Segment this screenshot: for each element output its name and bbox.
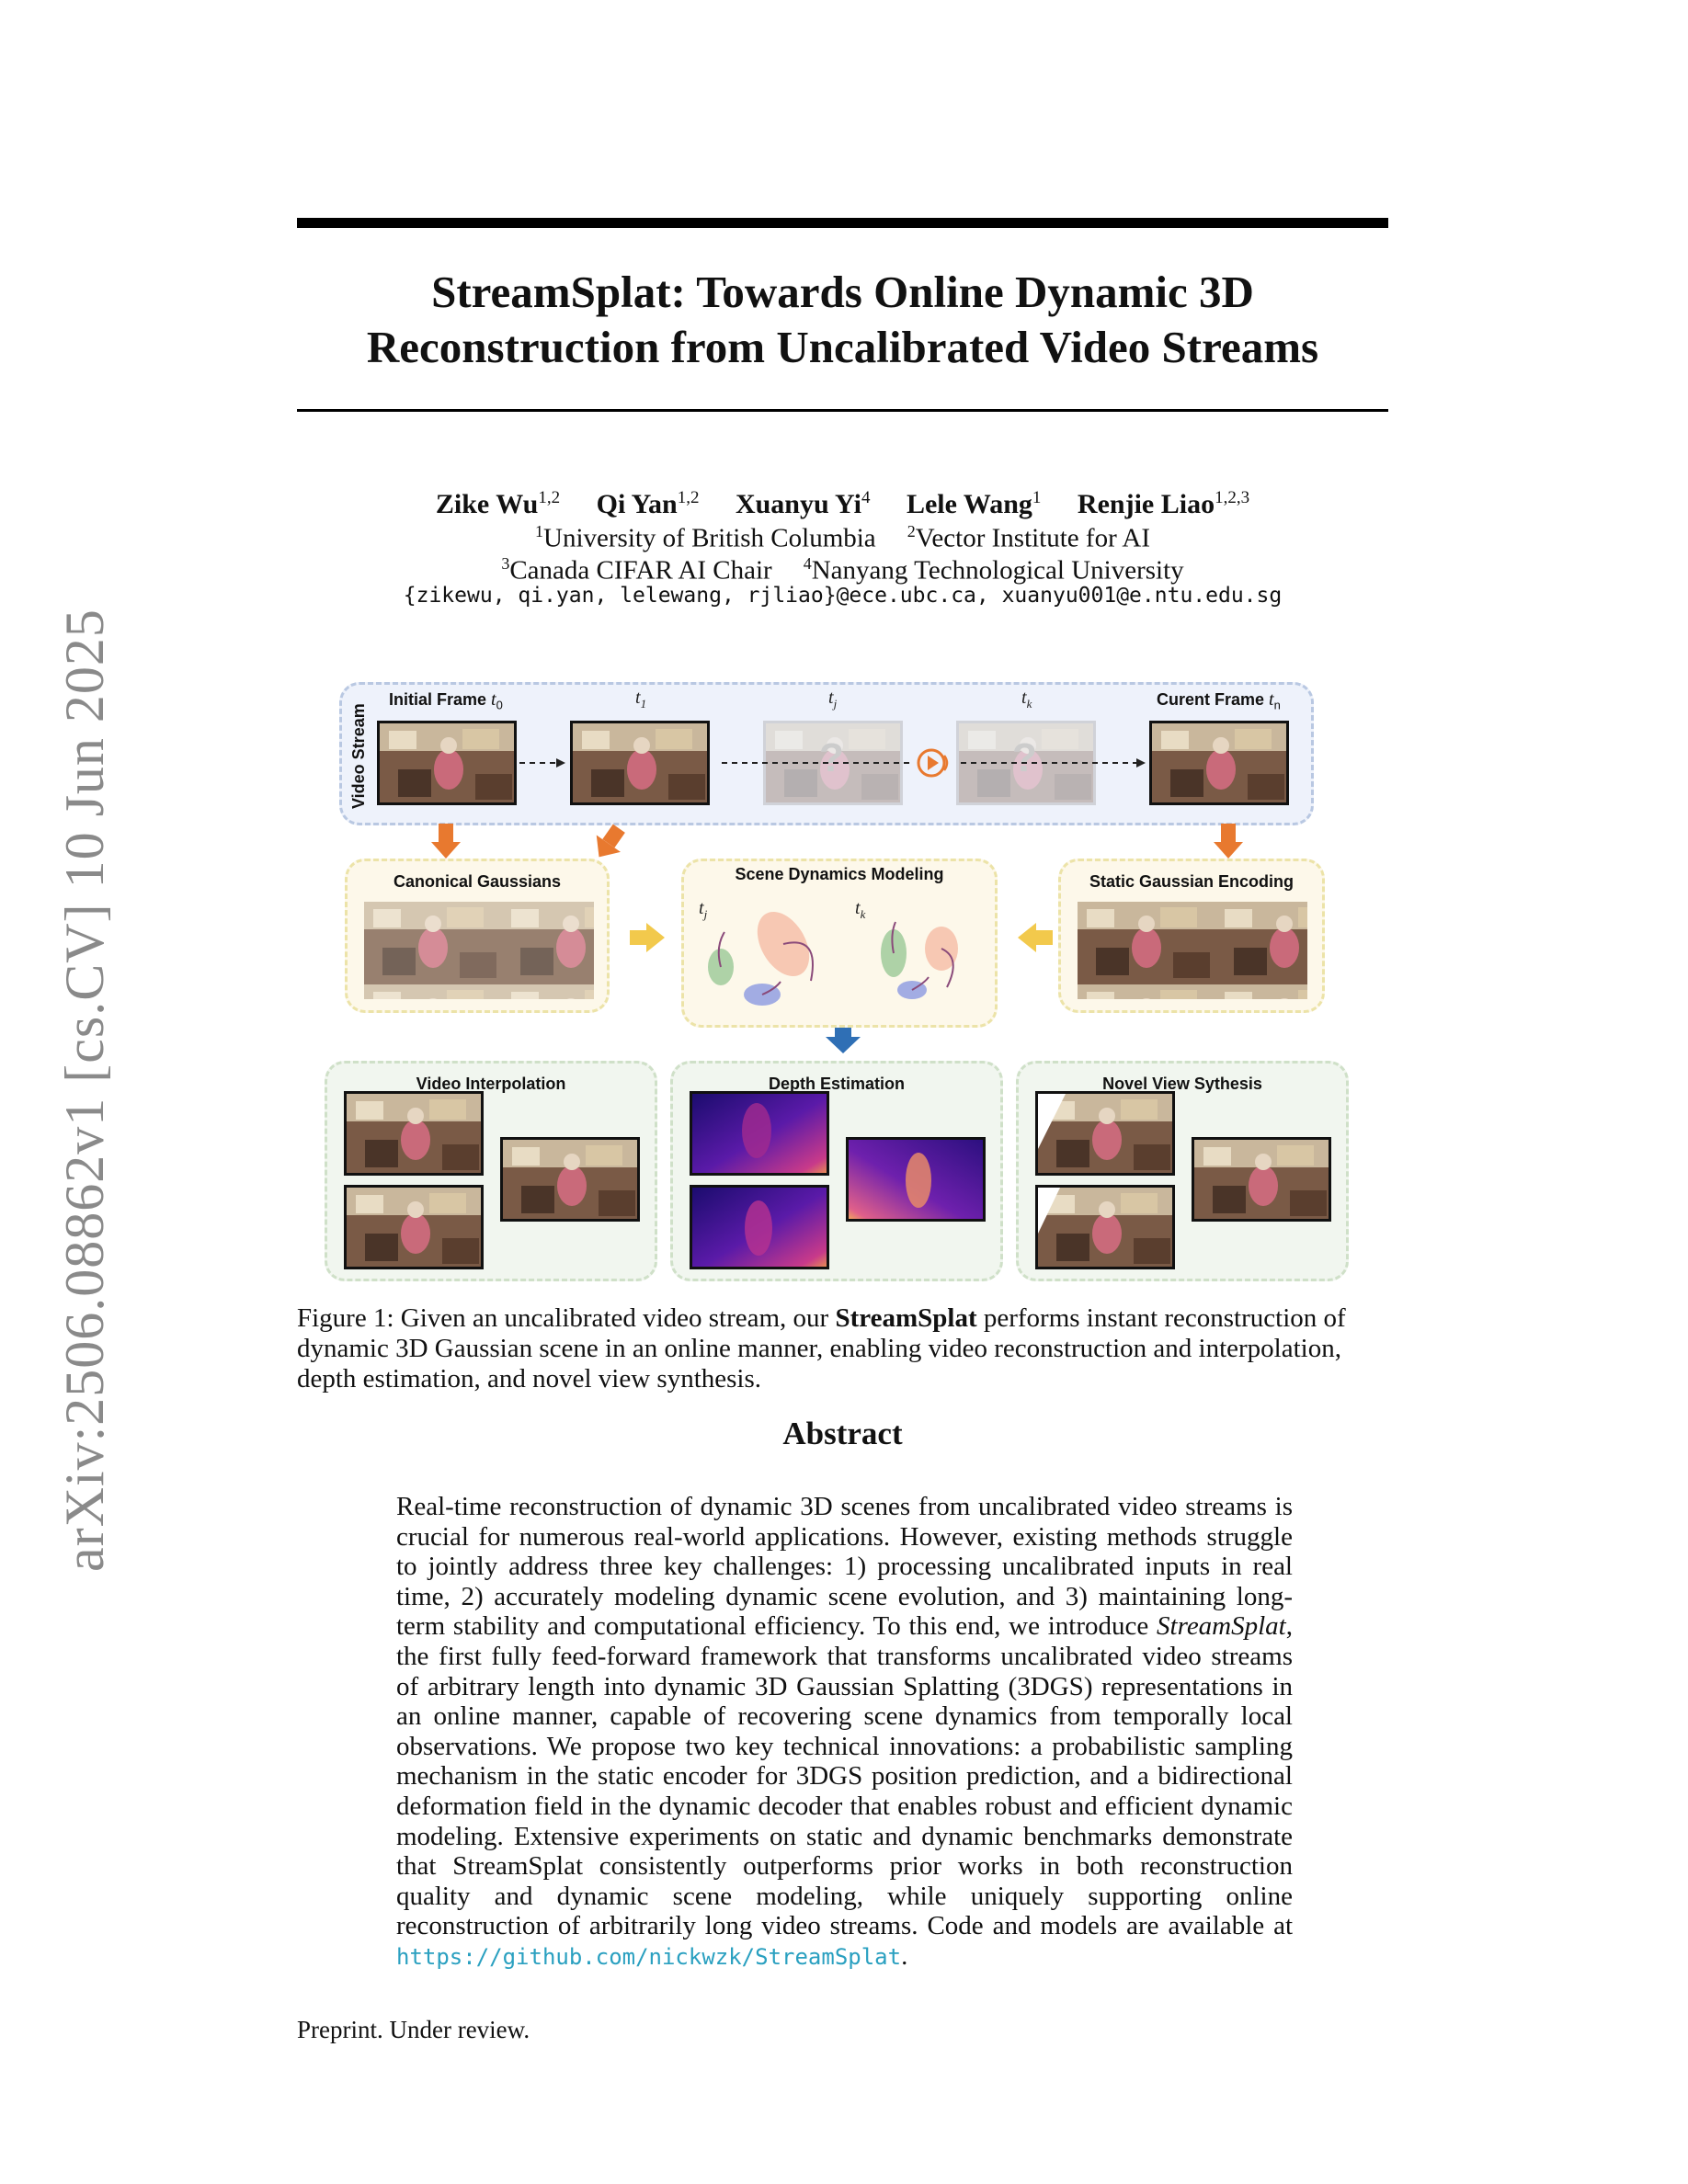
static-encoding-title: Static Gaussian Encoding	[1089, 872, 1295, 891]
author-sup: 1,2	[677, 488, 700, 507]
novel-view-image-2	[1192, 1137, 1331, 1222]
scene-dynamics-panel	[681, 859, 998, 1028]
left-arrow-icon	[1018, 923, 1053, 952]
author-name: Renjie Liao	[1077, 489, 1215, 519]
affil-sup: 4	[803, 554, 812, 573]
title-bottom-rule	[297, 409, 1388, 412]
author-name: Lele Wang	[906, 489, 1032, 519]
t1-var: t	[635, 688, 641, 708]
depth-estimation-panel	[670, 1061, 1003, 1281]
dyn-tk-var: t	[855, 898, 861, 918]
dyn-tk-sub: k	[860, 907, 866, 921]
canonical-gaussians-panel	[345, 859, 610, 1013]
video-interpolation-panel	[325, 1061, 657, 1281]
author-sup: 1	[1032, 488, 1042, 507]
current-frame-sub: n	[1273, 698, 1281, 712]
abstract-end: .	[901, 1940, 908, 1971]
dyn-tj-var: t	[699, 898, 704, 918]
affiliation: Canada CIFAR AI Chair	[509, 555, 772, 586]
current-frame-var: t	[1269, 689, 1274, 710]
play-stream-icon	[918, 750, 947, 776]
affiliation: Nanyang Technological University	[811, 555, 1184, 586]
preprint-note: Preprint. Under review.	[297, 2016, 530, 2043]
depth-estimation-title: Depth Estimation	[768, 1075, 905, 1093]
figure-1	[317, 671, 1365, 1296]
tj-sub: j	[833, 697, 838, 711]
author-sup: 1,2	[538, 488, 561, 507]
canonical-gaussians-title: Canonical Gaussians	[393, 872, 562, 891]
abstract-heading: Abstract	[782, 1416, 903, 1451]
caption-rest: performs instant reconstruction of dynamic 3D Gaussian scene in an online manner, enabling video reconstruction and interpolation, depth estimation, and novel view synthesis.	[297, 1303, 1346, 1393]
tk-sub: k	[1026, 697, 1032, 711]
depth-map-2	[846, 1137, 986, 1222]
affil-sup: 2	[907, 522, 916, 540]
affiliation: University of British Columbia	[543, 523, 876, 553]
affil-sup: 3	[501, 554, 510, 573]
depth-map-3	[690, 1185, 829, 1269]
question-mark-icon: ?	[819, 735, 844, 780]
tk-var: t	[1021, 688, 1027, 708]
abstract-body	[396, 1492, 1293, 1973]
affil-sup: 1	[535, 522, 543, 540]
initial-frame-var: t	[491, 689, 496, 710]
paper-title	[297, 265, 1388, 375]
t1-sub: 1	[640, 697, 647, 711]
interp-image-1	[344, 1091, 484, 1176]
static-encoding-image	[1078, 902, 1307, 999]
right-arrow-icon	[630, 923, 665, 952]
interp-image-2	[500, 1137, 640, 1222]
question-mark-icon: ?	[1012, 735, 1037, 780]
author-sup: 4	[861, 488, 871, 507]
title-line-1: StreamSplat: Towards Online Dynamic 3D	[431, 267, 1254, 317]
static-encoding-panel	[1058, 859, 1325, 1013]
interp-image-3	[344, 1185, 484, 1269]
author-emails: {zikewu, qi.yan, lelewang, rjliao}@ece.ubc.ca, xuanyu001@e.ntu.edu.sg	[403, 584, 1283, 608]
novel-view-title: Novel View Sythesis	[1102, 1075, 1262, 1093]
author-name: Xuanyu Yi	[735, 489, 861, 519]
novel-view-image-1	[1035, 1091, 1175, 1176]
code-link[interactable]: https://github.com/nickwzk/StreamSplat	[396, 1943, 902, 1970]
abstract-text: , the first fully feed-forward framework that transforms uncalibrated video streams of arbitrary length into dynamic 3D Gaussian Splatting (3DGS) representations in an online manner, capable of recovering scene dynamics from temporally local observations. We propose two key technical innovations: a probabilistic sampling mechanism in the static encoder for 3DGS position prediction, and a bidirectional deformation field in the dynamic decoder that enables robust and efficient dynamic modeling. Extensive experiments on static and dynamic benchmarks demonstrate that StreamSplat consistently outperforms prior works in both reconstruction quality and dynamic scene modeling, while uniquely supporting online reconstruction of arbitrarily long video streams. Code and models are available at	[396, 1611, 1293, 1941]
figure-caption	[297, 1303, 1391, 1394]
author-name: Zike Wu	[435, 489, 539, 519]
abstract-text: Real-time reconstruction of dynamic 3D scenes from uncalibrated video streams is crucial for numerous real-world applications. However, existing methods struggle to jointly address three key challenges: 1) processing uncalibrated inputs in real time, 2) accurately modeling dynamic scene evolution, and 3) maintaining long-term stability and computational efficiency. To this end, we introduce	[396, 1492, 1293, 1642]
initial-frame-text: Initial Frame	[389, 690, 487, 709]
arxiv-side-stamp: arXiv:2506.08862v1 [cs.CV] 10 Jun 2025	[54, 609, 115, 1572]
canonical-gaussians-image	[364, 902, 594, 999]
author-sup: 1,2,3	[1215, 488, 1250, 507]
title-top-rule	[297, 218, 1388, 228]
initial-frame-sub: 0	[496, 698, 503, 712]
current-frame-text: Curent Frame	[1157, 690, 1265, 709]
video-stream-label: Video Stream	[349, 703, 368, 809]
gaussian-ellipses-diagram	[684, 861, 995, 1025]
caption-bold: StreamSplat	[835, 1303, 977, 1333]
depth-map-1	[690, 1091, 829, 1176]
affiliation: Vector Institute for AI	[915, 523, 1150, 553]
novel-view-panel	[1016, 1061, 1349, 1281]
dyn-tj-sub: j	[703, 907, 708, 921]
author-name: Qi Yan	[596, 489, 678, 519]
novel-view-image-3	[1035, 1185, 1175, 1269]
abstract-italic: StreamSplat	[1157, 1611, 1286, 1642]
video-interpolation-title: Video Interpolation	[416, 1075, 566, 1093]
title-line-2: Reconstruction from Uncalibrated Video Streams	[366, 322, 1319, 372]
tj-var: t	[828, 688, 834, 708]
scene-dynamics-title: Scene Dynamics Modeling	[735, 865, 944, 883]
caption-prefix: Figure 1: Given an uncalibrated video stream, our	[297, 1303, 829, 1333]
